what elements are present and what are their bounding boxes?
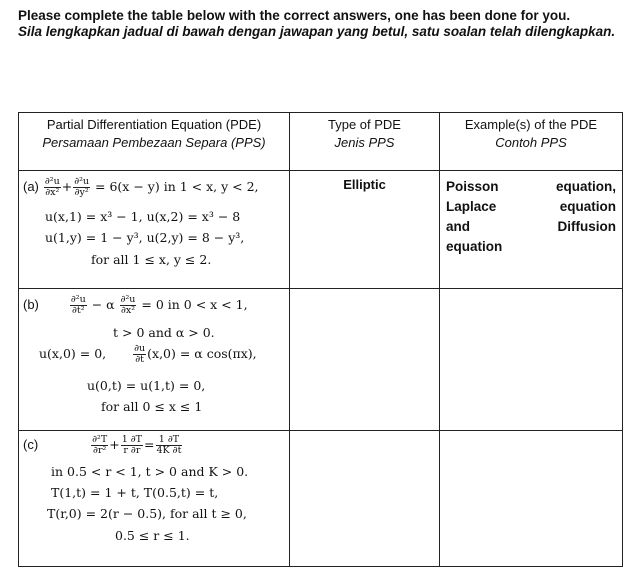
header-pde [19,113,290,171]
row-c-range: 0.5 ≤ r ≤ 1. [115,528,190,543]
header-example-ms: Contoh PPS [495,135,567,150]
example-word: Laplace [446,199,497,214]
frac-num: ∂²u [44,176,60,187]
row-b-fraction-2 [120,295,137,316]
frac-num: ∂²u [120,294,136,305]
row-b-label: (b) [23,297,39,312]
row-b-domain: for all 0 ≤ x ≤ 1 [101,399,203,414]
frac-num: ∂u [134,343,146,354]
row-a-bc-y: u(1,y) = 1 − y³, u(2,y) = 8 − y³, [45,230,245,245]
row-b-bc: u(0,t) = u(1,t) = 0, [87,378,206,393]
row-c-type-answer[interactable] [290,431,440,567]
frac-den: ∂x² [45,187,60,198]
header-example-en: Example(s) of the PDE [464,117,598,132]
row-b-ic2: (x,0) = α cos(πx), [147,346,257,361]
header-pde-en: Partial Differentiation Equation (PDE) [46,117,262,132]
header-example [440,113,623,171]
example-word: and [446,219,471,234]
row-b-equation-rest: = 0 in 0 < x < 1, [141,297,248,312]
header-type-en: Type of PDE [328,117,401,132]
instructions [18,8,628,40]
frac-den: ∂r² [93,445,107,456]
header-pde-ms: Persamaan Pembezaan Separa (PPS) [42,135,266,150]
row-a-label: (a) [23,179,39,194]
header-type [290,113,440,171]
row-c-equation: (c) $\frac{\text{∂²T}}{\text{∂r²}}$ + $\frac{1 \partial T}{r \partial r}$ = $\frac{1 \partial T}{4K \partial t}$ in 0.5 < r < 1, t > 0 and K > 0. T(1,t) = 1 + t, T(0.5,t) = t, T(r,0) = 2(r − 0.5), for all t ≥ 0, 0.5 ≤ r ≤ 1. [19,431,290,567]
row-a-fraction-2 [73,177,90,198]
frac-den: ∂t² [72,305,85,316]
instruction-english: Please complete the table below with the correct answers, one has been done for you. [18,8,571,23]
row-b-ic1: u(x,0) = 0, [39,346,107,361]
row-a [19,171,623,289]
row-a-domain: for all 1 ≤ x, y ≤ 2. [91,252,212,267]
row-c-domain: in 0.5 < r < 1, t > 0 and K > 0. [51,464,249,479]
example-word: equation [559,199,616,214]
frac-den: 4K ∂t [156,445,182,456]
header-type-ms: Jenis PPS [334,135,395,150]
row-b-equation [19,289,290,431]
frac-den: ∂y² [74,187,89,198]
row-c-label: (c) [23,437,39,452]
frac-den: ∂x² [120,305,136,316]
row-b [19,289,623,431]
frac-num: ∂²T [92,434,108,445]
frac-num: ∂²u [70,294,86,305]
frac-num: 1 ∂T [121,434,143,445]
frac-num: ∂²u [74,176,90,187]
row-c-example-answer[interactable] [440,431,623,567]
instruction-malay: Sila lengkapkan jadual di bawah dengan jawapan yang betul, satu soalan telah dilengkapkan. [18,24,616,39]
row-a-examples [440,171,623,289]
row-a-equation: (a) $\frac{\text{∂²u}}{\text{∂x²}}$ + $\frac{\text{∂²u}}{\text{∂y²}}$ = 6(x − y) in 1 < x, y < 2, u(x,1) = x³ − 1, u(x,2) = x³ − 8 u(1,y) = 1 − y³, u(2,y) = 8 − y³, for all 1 ≤ x, y ≤ 2. [19,171,290,289]
pde-table [18,112,623,567]
row-a-fraction-1 [44,177,61,198]
row-a-bc-x: u(x,1) = x³ − 1, u(x,2) = x³ − 8 [45,209,241,224]
row-c-ic: T(r,0) = 2(r − 0.5), for all t ≥ 0, [47,506,247,521]
frac-den: ∂t [135,354,144,365]
row-b-conditions: t > 0 and α > 0. [113,325,215,340]
row-b-minus-alpha: − α [91,297,115,312]
row-c-fraction-1 [91,435,108,456]
row-a-equation-rest: = 6(x − y) in 1 < x, y < 2, [95,179,259,194]
row-b-example-answer[interactable] [440,289,623,431]
row-b-fraction-1 [70,295,87,316]
row-c-fraction-3 [156,435,183,456]
row-c-fraction-2 [121,435,143,456]
frac-num: 1 ∂T [156,435,183,446]
row-c-bc: T(1,t) = 1 + t, T(0.5,t) = t, [51,485,219,500]
header-row [19,113,623,171]
row-a-type: Elliptic [290,171,440,289]
row-c [19,431,623,567]
example-word: Poisson [446,179,499,194]
row-b-fraction-3 [133,344,146,365]
row-b-type-answer[interactable] [290,289,440,431]
example-word: equation, [556,179,616,194]
example-word: Diffusion [557,219,616,234]
example-word: equation [446,239,503,254]
frac-den: r ∂r [123,445,141,456]
